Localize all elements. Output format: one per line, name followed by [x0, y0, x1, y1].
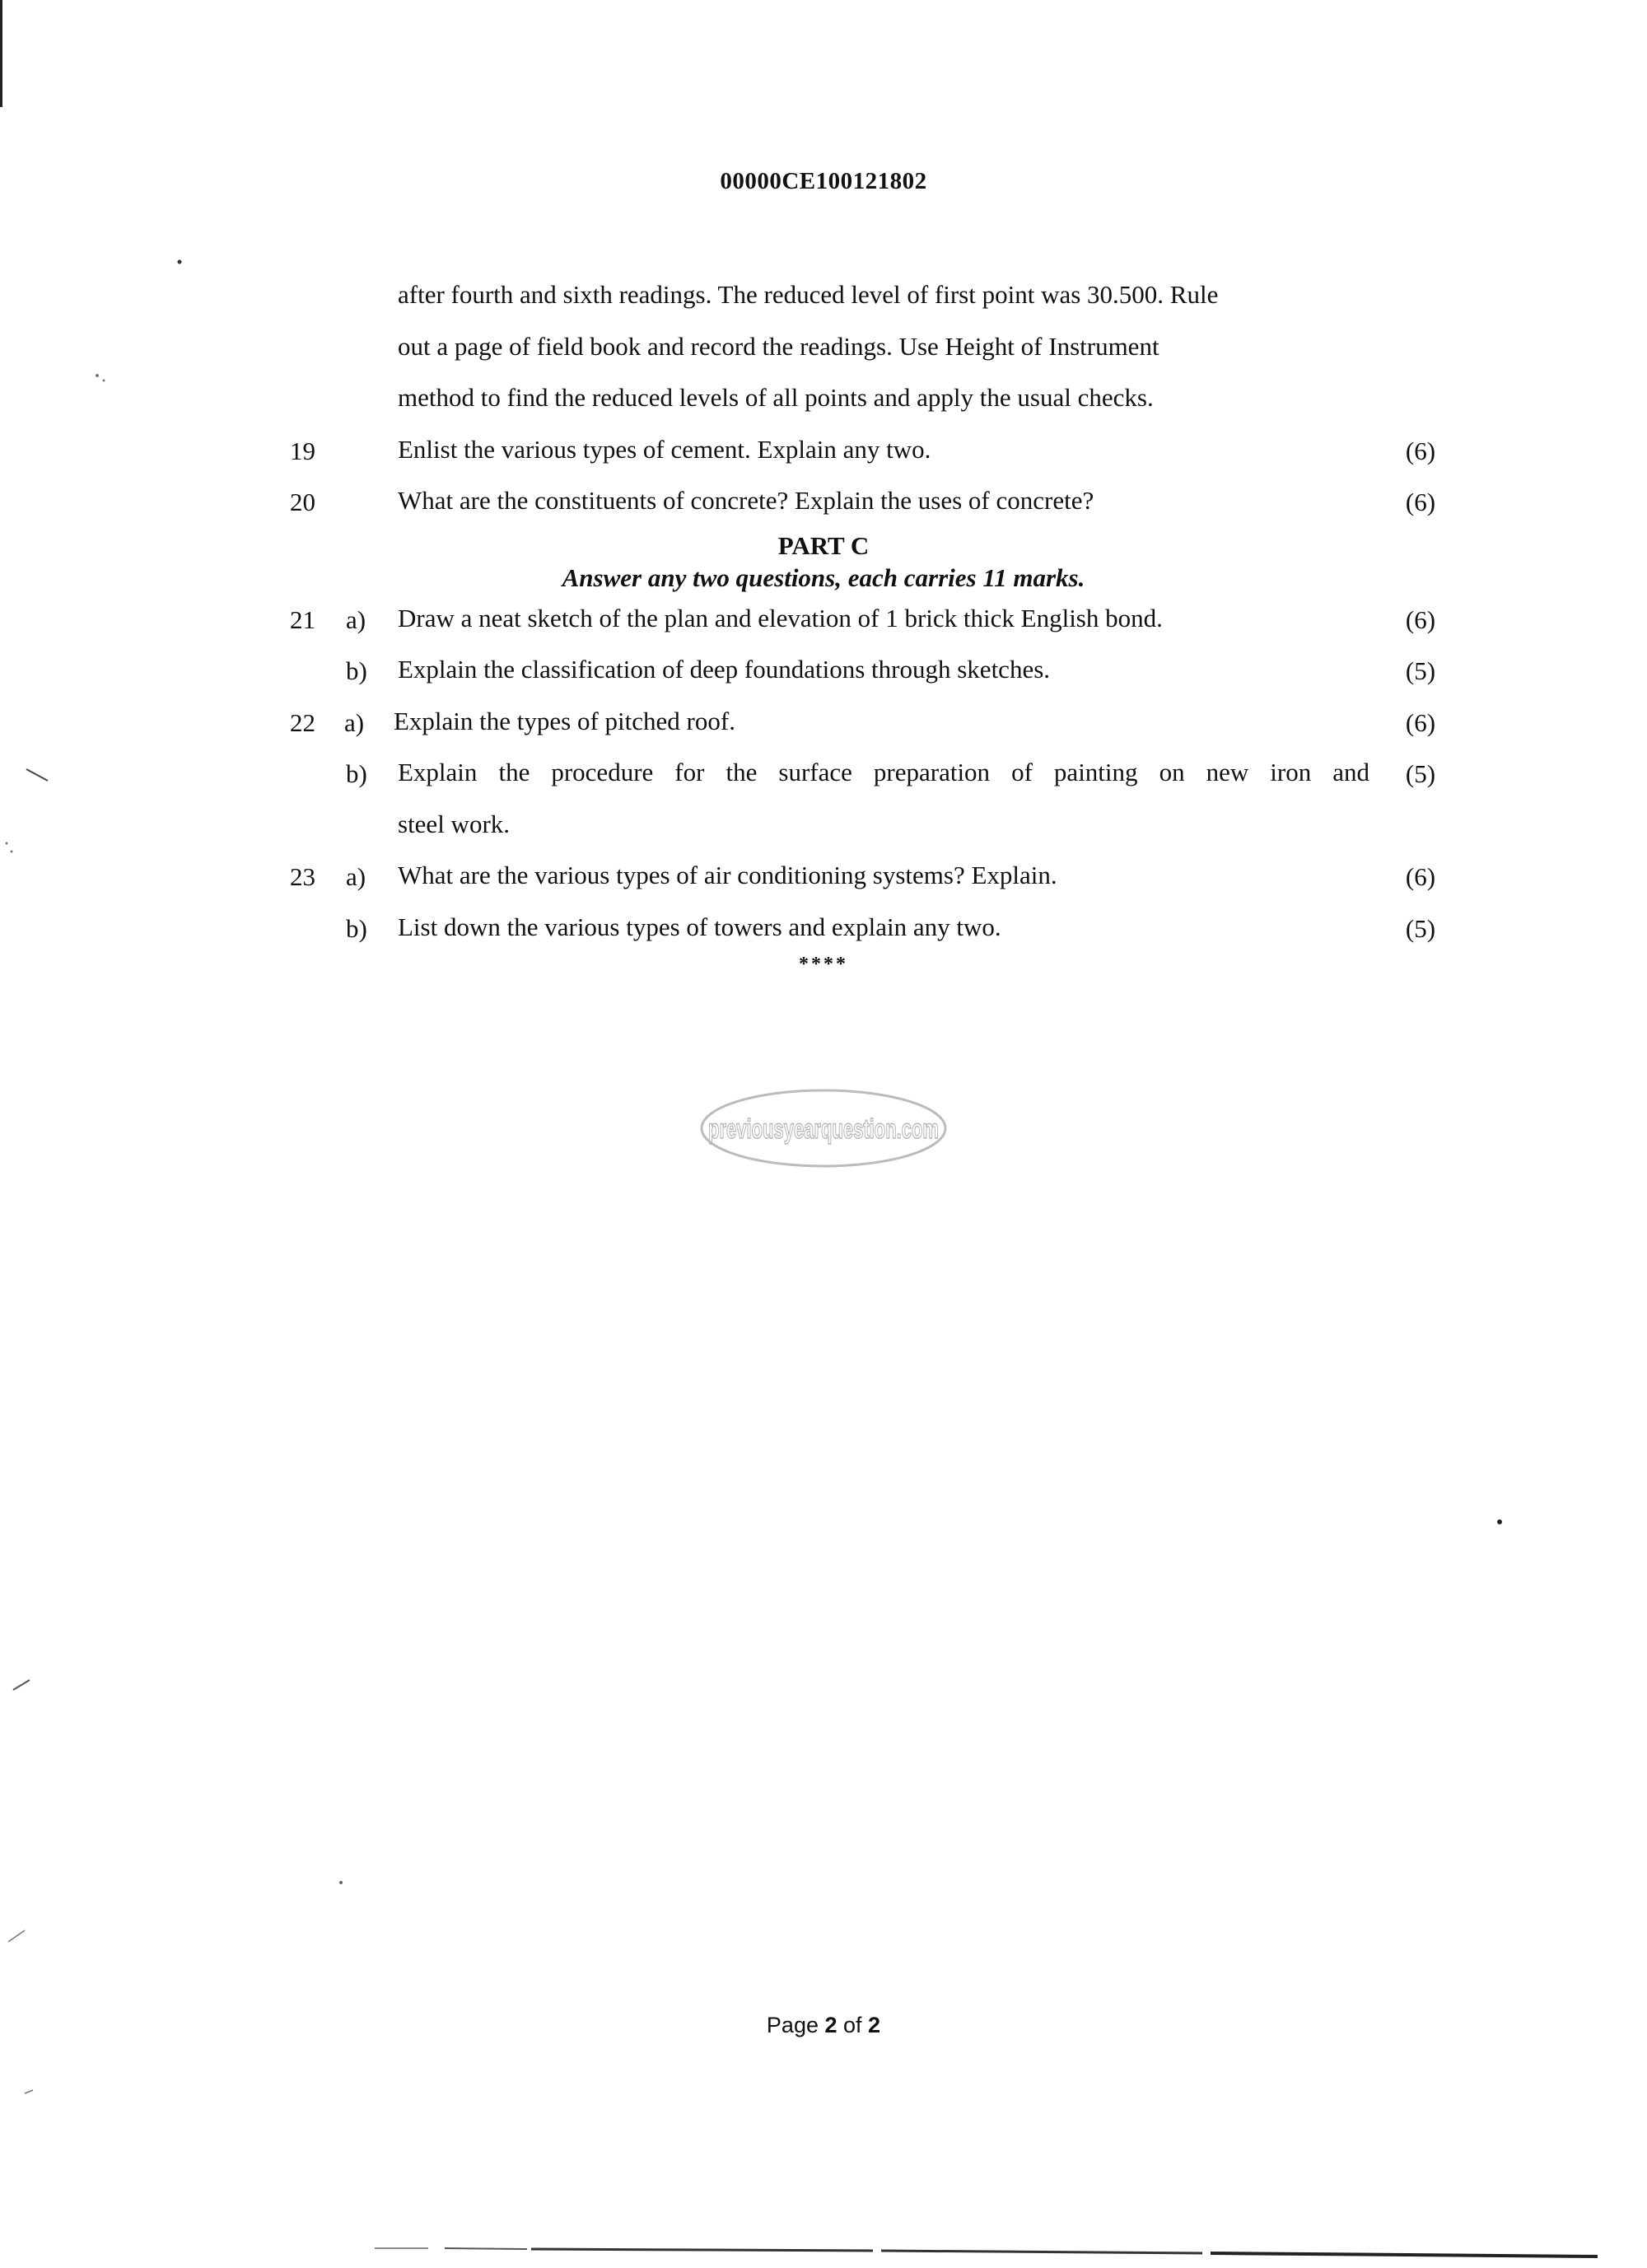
question-21b-label: b) [346, 656, 367, 685]
question-22a-marks: (6) [1405, 708, 1436, 737]
question-22a-text: Explain the types of pitched roof. [394, 707, 735, 735]
q18-continuation-line-2: out a page of field book and record the readings. Use Height of Instrument [398, 332, 1159, 361]
question-20-marks: (6) [1405, 488, 1436, 516]
q18-continuation-line-1: after fourth and sixth readings. The reduced level of first point was 30.500. Rule [398, 280, 1219, 309]
paper-code: 00000CE100121802 [720, 168, 927, 194]
question-number-20: 20 [290, 488, 315, 516]
part-c-instruction: Answer any two questions, each carries 11 marks. [562, 563, 1085, 592]
question-21b-marks: (5) [1405, 656, 1436, 685]
question-19-marks: (6) [1405, 436, 1436, 465]
question-23b-marks: (5) [1405, 914, 1436, 943]
question-20-text: What are the constituents of concrete? Explain the uses of concrete? [398, 486, 1094, 515]
question-23b-label: b) [346, 914, 367, 943]
q18-continuation-line-3: method to find the reduced levels of all points and apply the usual checks. [398, 383, 1154, 412]
footer-current-page: 2 [824, 2013, 837, 2037]
question-21a-label: a) [346, 605, 366, 634]
question-22b-label: b) [346, 759, 367, 788]
question-23a-marks: (6) [1405, 862, 1436, 891]
question-number-23: 23 [290, 862, 315, 891]
question-23a-label: a) [346, 862, 366, 891]
question-23a-text: What are the various types of air conditioning systems? Explain. [398, 861, 1057, 889]
question-22b-text-line-2: steel work. [398, 810, 511, 838]
part-c-title: PART C [777, 531, 870, 560]
end-of-paper-marker: **** [799, 954, 848, 975]
question-23b-text: List down the various types of towers and explain any two. [398, 912, 1001, 941]
footer-prefix: Page [766, 2013, 825, 2037]
question-21a-text: Draw a neat sketch of the plan and elevation of 1 brick thick English bond. [398, 604, 1163, 632]
question-21a-marks: (6) [1405, 605, 1436, 634]
svg-text:previousyearquestion.com: previousyearquestion.com [708, 1113, 939, 1144]
question-21b-text: Explain the classification of deep foundations through sketches. [398, 655, 1051, 684]
question-19-text: Enlist the various types of cement. Explain any two. [398, 435, 931, 464]
question-number-22: 22 [290, 708, 315, 737]
footer-of: of [837, 2013, 869, 2037]
question-22b-marks: (5) [1405, 759, 1436, 788]
question-number-19: 19 [290, 436, 315, 465]
question-22a-label: a) [344, 708, 365, 737]
footer-total-pages: 2 [868, 2013, 881, 2037]
question-number-21: 21 [290, 605, 315, 634]
question-22b-text-line-1: Explain the procedure for the surface preparation of painting on new iron and [398, 758, 1369, 786]
